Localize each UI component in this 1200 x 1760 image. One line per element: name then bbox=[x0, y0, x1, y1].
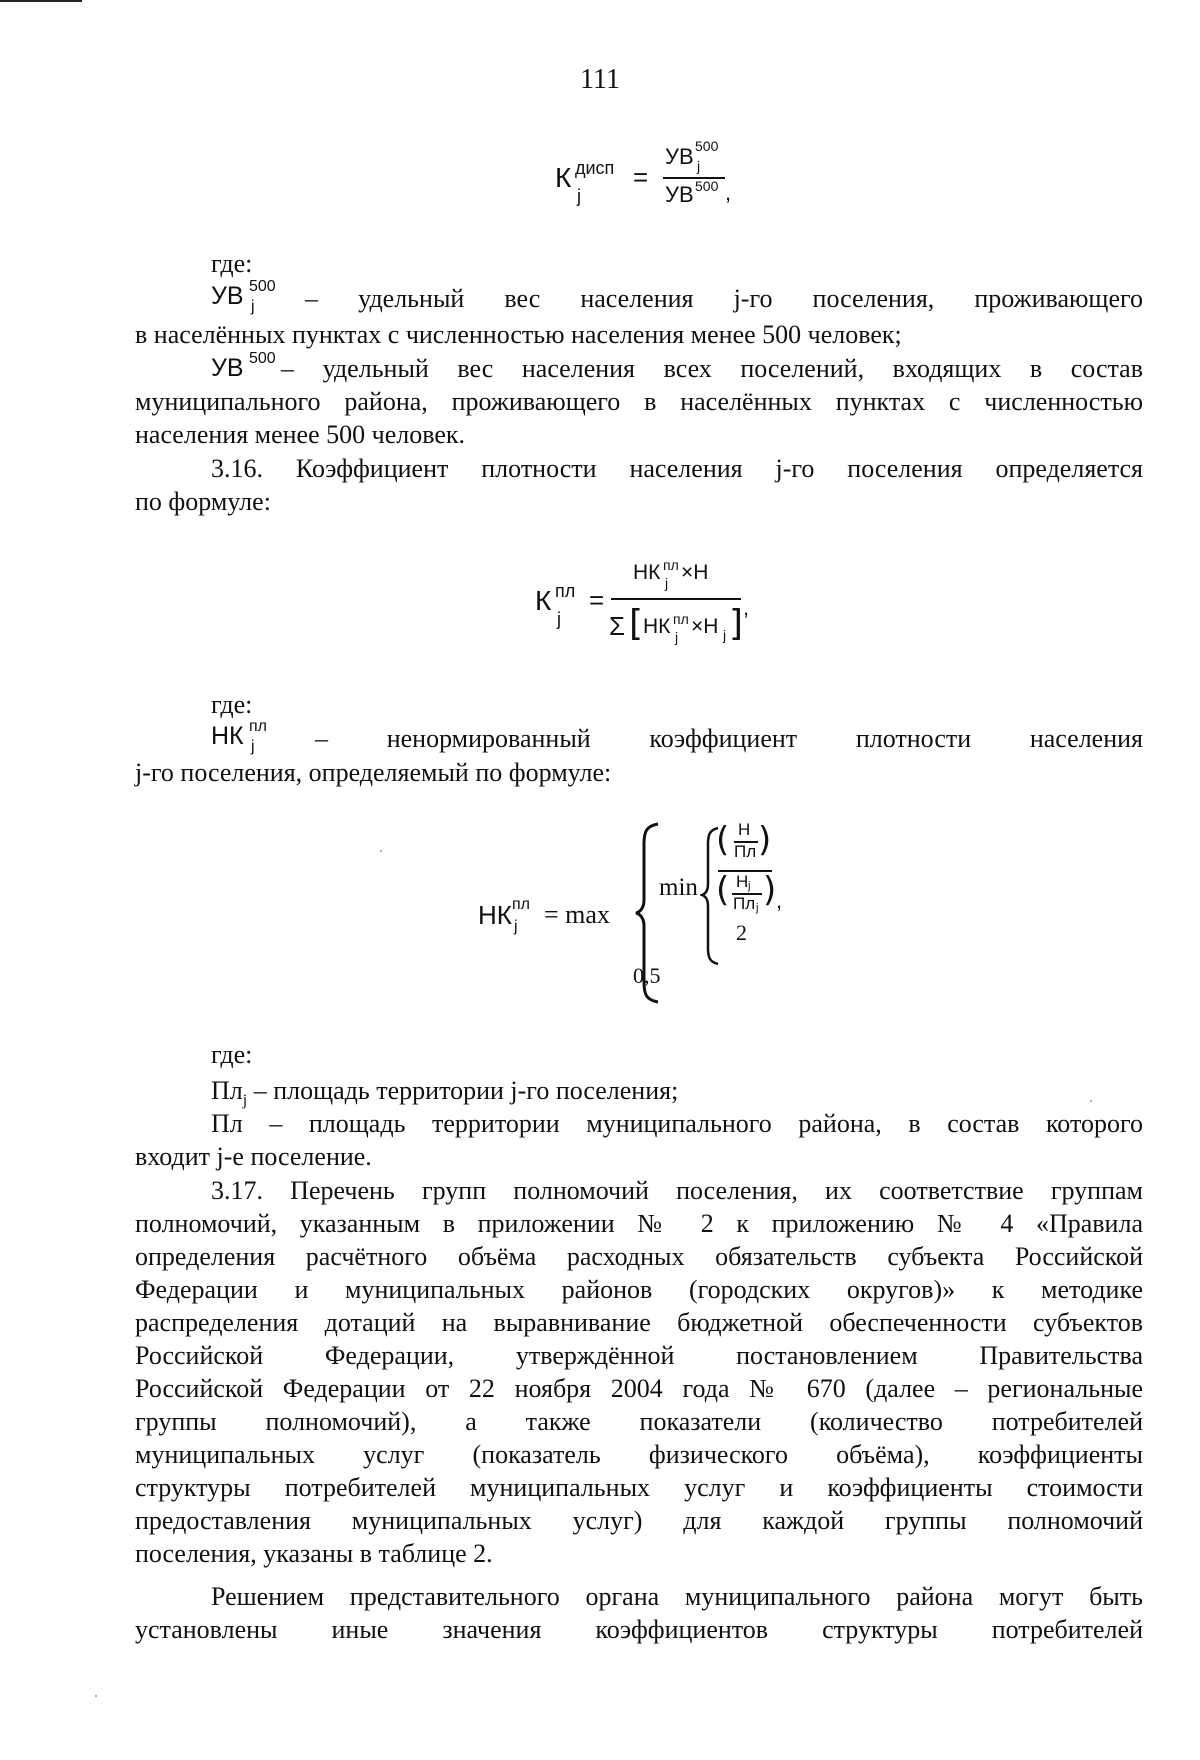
para-317-line: Федерации и муниципальных районов (городских округов)» к методике bbox=[135, 1275, 1143, 1304]
where-label-1: где: bbox=[211, 249, 253, 278]
formula1-lhs-sup: дисп bbox=[575, 158, 615, 178]
scan-speck bbox=[380, 850, 382, 852]
def-uv-symbol: УВ 500 bbox=[211, 350, 276, 382]
formula1-num-sup: 500 bbox=[695, 138, 719, 154]
para-last-line: Решением представительного органа муниципального района могут быть bbox=[211, 1582, 1143, 1611]
formula-k-disp bbox=[555, 140, 735, 210]
para-317-line: 3.17. Перечень групп полномочий поселения, их соответствие группам bbox=[211, 1176, 1143, 1205]
formula3-paren-l1: ( bbox=[716, 820, 730, 860]
para-317-line: предоставления муниципальных услуг) для каждой группы полномочий bbox=[135, 1506, 1143, 1535]
where-label-2: где: bbox=[211, 690, 253, 719]
def-uv-line2: муниципального района, проживающего в населённых пунктах с численностью bbox=[135, 387, 1143, 416]
formula2-left-bracket: [ bbox=[629, 603, 644, 644]
formula1-trail: , bbox=[725, 180, 732, 205]
para-317-line: определения расчётного объёма расходных обязательств субъекта Российской bbox=[135, 1242, 1143, 1271]
def-nk-line1: – ненормированный коэффициент плотности населения bbox=[315, 724, 1143, 753]
formula1-num-sub: j bbox=[697, 158, 701, 174]
def-uv-line1: – удельный вес населения всех поселений, входящих в состав bbox=[281, 354, 1143, 383]
formula-nk-pl: НК пл j = max min ( Н Пл ) ( Н j Пл j ) , 2 0,5 bbox=[478, 818, 838, 1008]
scan-speck bbox=[95, 1695, 97, 1697]
para-317-line: распределения дотаций на выравнивание бюджетной обеспеченности субъектов bbox=[135, 1308, 1143, 1337]
para-317-line: структуры потребителей муниципальных услуг и коэффициенты стоимости bbox=[135, 1473, 1143, 1502]
def-nk-line2: j-го поселения, определяемый по формуле: bbox=[135, 758, 612, 787]
para-317-line: муниципальных услуг (показатель физического объёма), коэффициенты bbox=[135, 1440, 1143, 1469]
scan-edge-line bbox=[0, 0, 82, 2]
formula1-lhs-sub: j bbox=[577, 186, 581, 206]
def-uvj-line2: в населённых пунктах с численностью населения менее 500 человек; bbox=[135, 320, 902, 349]
page-number: 111 bbox=[580, 64, 620, 95]
formula2-fraction-line bbox=[611, 598, 741, 600]
para-317-line: поселения, указаны в таблице 2. bbox=[135, 1539, 493, 1568]
def-pl-line2: входит j-е поселение. bbox=[135, 1142, 372, 1171]
def-uvj-symbol: УВ 500 j bbox=[211, 278, 276, 315]
formula3-paren-l2: ( bbox=[716, 870, 730, 910]
formula3-paren-r1: ) bbox=[758, 820, 772, 860]
formula1-eq: = bbox=[633, 162, 649, 192]
para-317-line: Российской Федерации, утверждённой постановлением Правительства bbox=[135, 1341, 1143, 1370]
para-317-line: группы полномочий), а также показатели (количество потребителей bbox=[135, 1407, 1143, 1436]
def-uv-line3: населения менее 500 человек. bbox=[135, 420, 466, 449]
formula1-num: УВ bbox=[665, 144, 694, 169]
where-label-3: где: bbox=[211, 1040, 253, 1069]
def-uvj-line1: – удельный вес населения j-го поселения, проживающего bbox=[305, 284, 1143, 313]
def-pl-line1: Пл – площадь территории муниципального района, в состав которого bbox=[211, 1109, 1143, 1138]
para-317-line: полномочий, указанным в приложении № 2 к приложению № 4 «Правила bbox=[135, 1209, 1143, 1238]
formula1-den-sup: 500 bbox=[695, 178, 719, 194]
formula1-den: УВ bbox=[665, 182, 694, 207]
formula2-right-bracket: ] bbox=[729, 603, 744, 644]
para-last-line: установлены иные значения коэффициентов структуры потребителей bbox=[135, 1615, 1143, 1644]
formula3-paren-r2: ) bbox=[763, 870, 777, 910]
para-316-line2: по формуле: bbox=[135, 487, 271, 516]
def-nk-symbol: НК пл j bbox=[211, 718, 267, 755]
para-316-line1: 3.16. Коэффициент плотности населения j-го поселения определяется bbox=[211, 454, 1143, 483]
formula-k-pl: К пл j = НК пл j ×Н Σ [ НК пл j ×Н j ] , bbox=[535, 557, 750, 645]
para-317-line: Российской Федерации от 22 ноября 2004 года № 670 (далее – региональные bbox=[135, 1374, 1143, 1403]
def-plj-line: $Пл_j$ – площадь территории j-го поселения; bbox=[211, 1076, 679, 1110]
scan-speck bbox=[1090, 1100, 1092, 1102]
formula1-lhs: К bbox=[555, 162, 572, 193]
